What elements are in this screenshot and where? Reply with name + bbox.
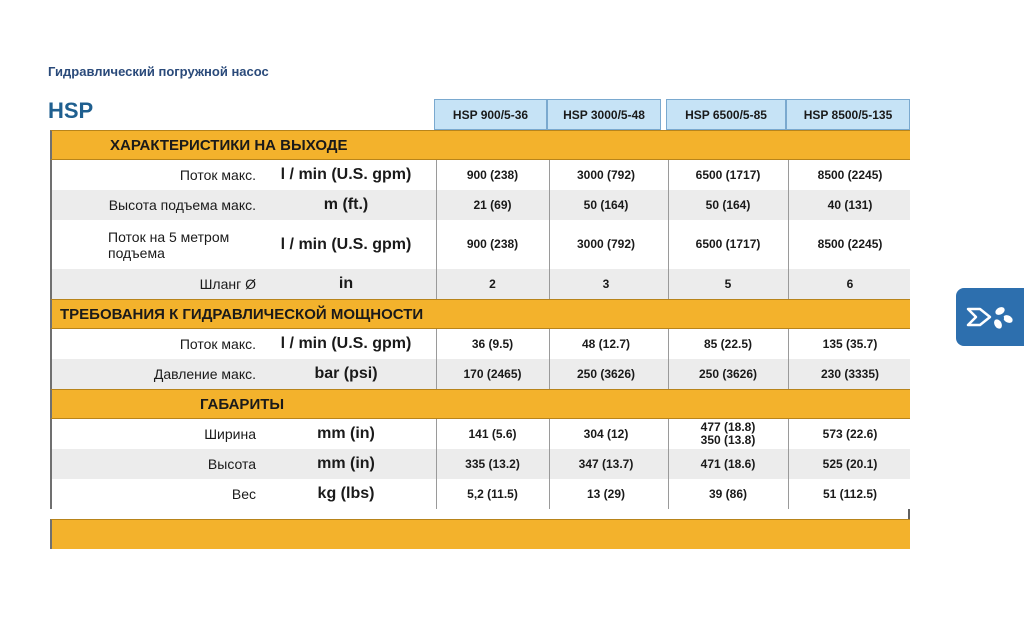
unit-label: in <box>338 275 354 292</box>
value-cell: 50 (164) <box>705 197 751 212</box>
value-cell: 13 (29) <box>586 486 626 501</box>
value-cell: 525 (20.1) <box>822 456 878 471</box>
value-cell: 51 (112.5) <box>822 486 878 501</box>
table-row <box>50 269 910 299</box>
param-label: Высота <box>207 456 256 472</box>
value-cell: 8500 (2245) <box>817 167 883 182</box>
column-divider <box>668 329 669 359</box>
column-divider <box>549 419 550 449</box>
column-divider <box>436 449 437 479</box>
unit-label: m (ft.) <box>323 196 369 213</box>
column-divider <box>549 160 550 190</box>
model-header-row <box>50 99 910 130</box>
param-label: Поток макс. <box>179 336 256 352</box>
value-cell: 8500 (2245) <box>817 237 883 251</box>
section-header <box>50 299 910 329</box>
value-cell: 135 (35.7) <box>822 336 878 351</box>
value-cell: 230 (3335) <box>820 366 880 381</box>
param-label: Высота подъема макс. <box>108 197 256 213</box>
column-divider <box>788 329 789 359</box>
param-label: Ширина <box>204 426 256 442</box>
value-cell: 6500 (1717) <box>695 237 761 251</box>
value-cell: 471 (18.6) <box>700 456 756 471</box>
value-cell: 2 <box>489 276 496 291</box>
column-divider <box>549 190 550 220</box>
unit-label: l / min (U.S. gpm) <box>280 335 412 352</box>
column-divider <box>436 359 437 389</box>
column-divider <box>668 359 669 389</box>
value-cell: 477 (18.8) 350 (13.8) <box>700 420 756 447</box>
table-row <box>50 190 910 220</box>
column-divider <box>788 479 789 509</box>
unit-label: l / min (U.S. gpm) <box>280 235 412 253</box>
value-cell: 6500 (1717) <box>695 167 761 182</box>
unit-label: l / min (U.S. gpm) <box>280 166 412 183</box>
section-title: ГАБАРИТЫ <box>200 395 285 413</box>
column-divider <box>436 329 437 359</box>
column-divider <box>788 160 789 190</box>
model-header: HSP 8500/5-135 <box>786 99 910 130</box>
value-cell: 21 (69) <box>473 197 512 212</box>
param-label: Поток на 5 метром подъема <box>108 228 230 261</box>
column-divider <box>549 359 550 389</box>
section-title: ХАРАКТЕРИСТИКИ НА ВЫХОДЕ <box>110 136 348 154</box>
column-divider <box>549 479 550 509</box>
param-label: Шланг Ø <box>199 276 256 292</box>
column-divider <box>788 190 789 220</box>
param-label: Поток макс. <box>179 167 256 183</box>
value-cell: 3 <box>602 276 610 291</box>
spec-table <box>50 99 910 542</box>
column-divider <box>668 419 669 449</box>
unit-label: mm (in) <box>317 455 375 472</box>
value-cell: 900 (238) <box>466 167 519 182</box>
value-cell: 40 (131) <box>827 197 873 212</box>
model-header: HSP 6500/5-85 <box>666 99 786 130</box>
unit-label: mm (in) <box>317 425 375 442</box>
column-divider <box>788 359 789 389</box>
value-cell: 141 (5.6) <box>468 426 517 441</box>
footer-bar <box>50 519 910 549</box>
value-cell: 3000 (792) <box>576 167 636 182</box>
section-header <box>50 389 910 419</box>
value-cell: 347 (13.7) <box>578 456 634 471</box>
table-row <box>50 359 910 389</box>
pump-flow-icon <box>964 297 1016 337</box>
column-divider <box>436 190 437 220</box>
value-cell: 250 (3626) <box>576 366 636 381</box>
value-cell: 6 <box>846 276 854 291</box>
column-divider <box>436 160 437 190</box>
column-divider <box>668 479 669 509</box>
model-header: HSP 900/5-36 <box>434 99 547 130</box>
table-row <box>50 419 910 449</box>
model-header: HSP 3000/5-48 <box>547 99 661 130</box>
table-row <box>50 479 910 509</box>
column-divider <box>549 269 550 299</box>
table-row <box>50 449 910 479</box>
column-divider <box>436 479 437 509</box>
unit-label: bar (psi) <box>314 365 378 382</box>
value-cell: 48 (12.7) <box>581 336 631 351</box>
section-header <box>50 130 910 160</box>
column-divider <box>436 269 437 299</box>
column-divider <box>668 220 669 269</box>
value-cell: 3000 (792) <box>576 237 636 251</box>
unit-label: kg (lbs) <box>317 485 375 502</box>
section-title: ТРЕБОВАНИЯ К ГИДРАВЛИЧЕСКОЙ МОЩНОСТИ <box>60 305 424 323</box>
column-divider <box>668 160 669 190</box>
param-label: Вес <box>231 486 256 502</box>
column-divider <box>436 419 437 449</box>
table-row <box>50 329 910 359</box>
value-cell: 170 (2465) <box>463 366 522 381</box>
value-cell: 5,2 (11.5) <box>467 486 518 501</box>
side-nav-button[interactable] <box>956 288 1024 346</box>
value-cell: 50 (164) <box>583 197 629 212</box>
value-cell: 36 (9.5) <box>471 336 514 351</box>
column-divider <box>549 449 550 479</box>
value-cell: 85 (22.5) <box>703 336 753 351</box>
value-cell: 335 (13.2) <box>465 456 520 471</box>
column-divider <box>549 329 550 359</box>
column-divider <box>668 449 669 479</box>
column-divider <box>436 220 437 269</box>
column-divider <box>788 419 789 449</box>
param-label: Давление макс. <box>153 366 256 382</box>
value-cell: 573 (22.6) <box>822 426 878 441</box>
column-divider <box>788 449 789 479</box>
column-divider <box>668 269 669 299</box>
brand-title: HSP <box>48 98 94 123</box>
value-cell: 304 (12) <box>583 426 629 441</box>
value-cell: 39 (86) <box>708 486 748 501</box>
page-subtitle: Гидравлический погружной насос <box>48 64 269 79</box>
column-divider <box>668 190 669 220</box>
value-cell: 900 (238) <box>466 237 519 251</box>
table-row <box>50 220 910 269</box>
value-cell: 250 (3626) <box>698 366 758 381</box>
column-divider <box>788 269 789 299</box>
table-row <box>50 160 910 190</box>
column-divider <box>788 220 789 269</box>
value-cell: 5 <box>724 276 732 291</box>
column-divider <box>549 220 550 269</box>
